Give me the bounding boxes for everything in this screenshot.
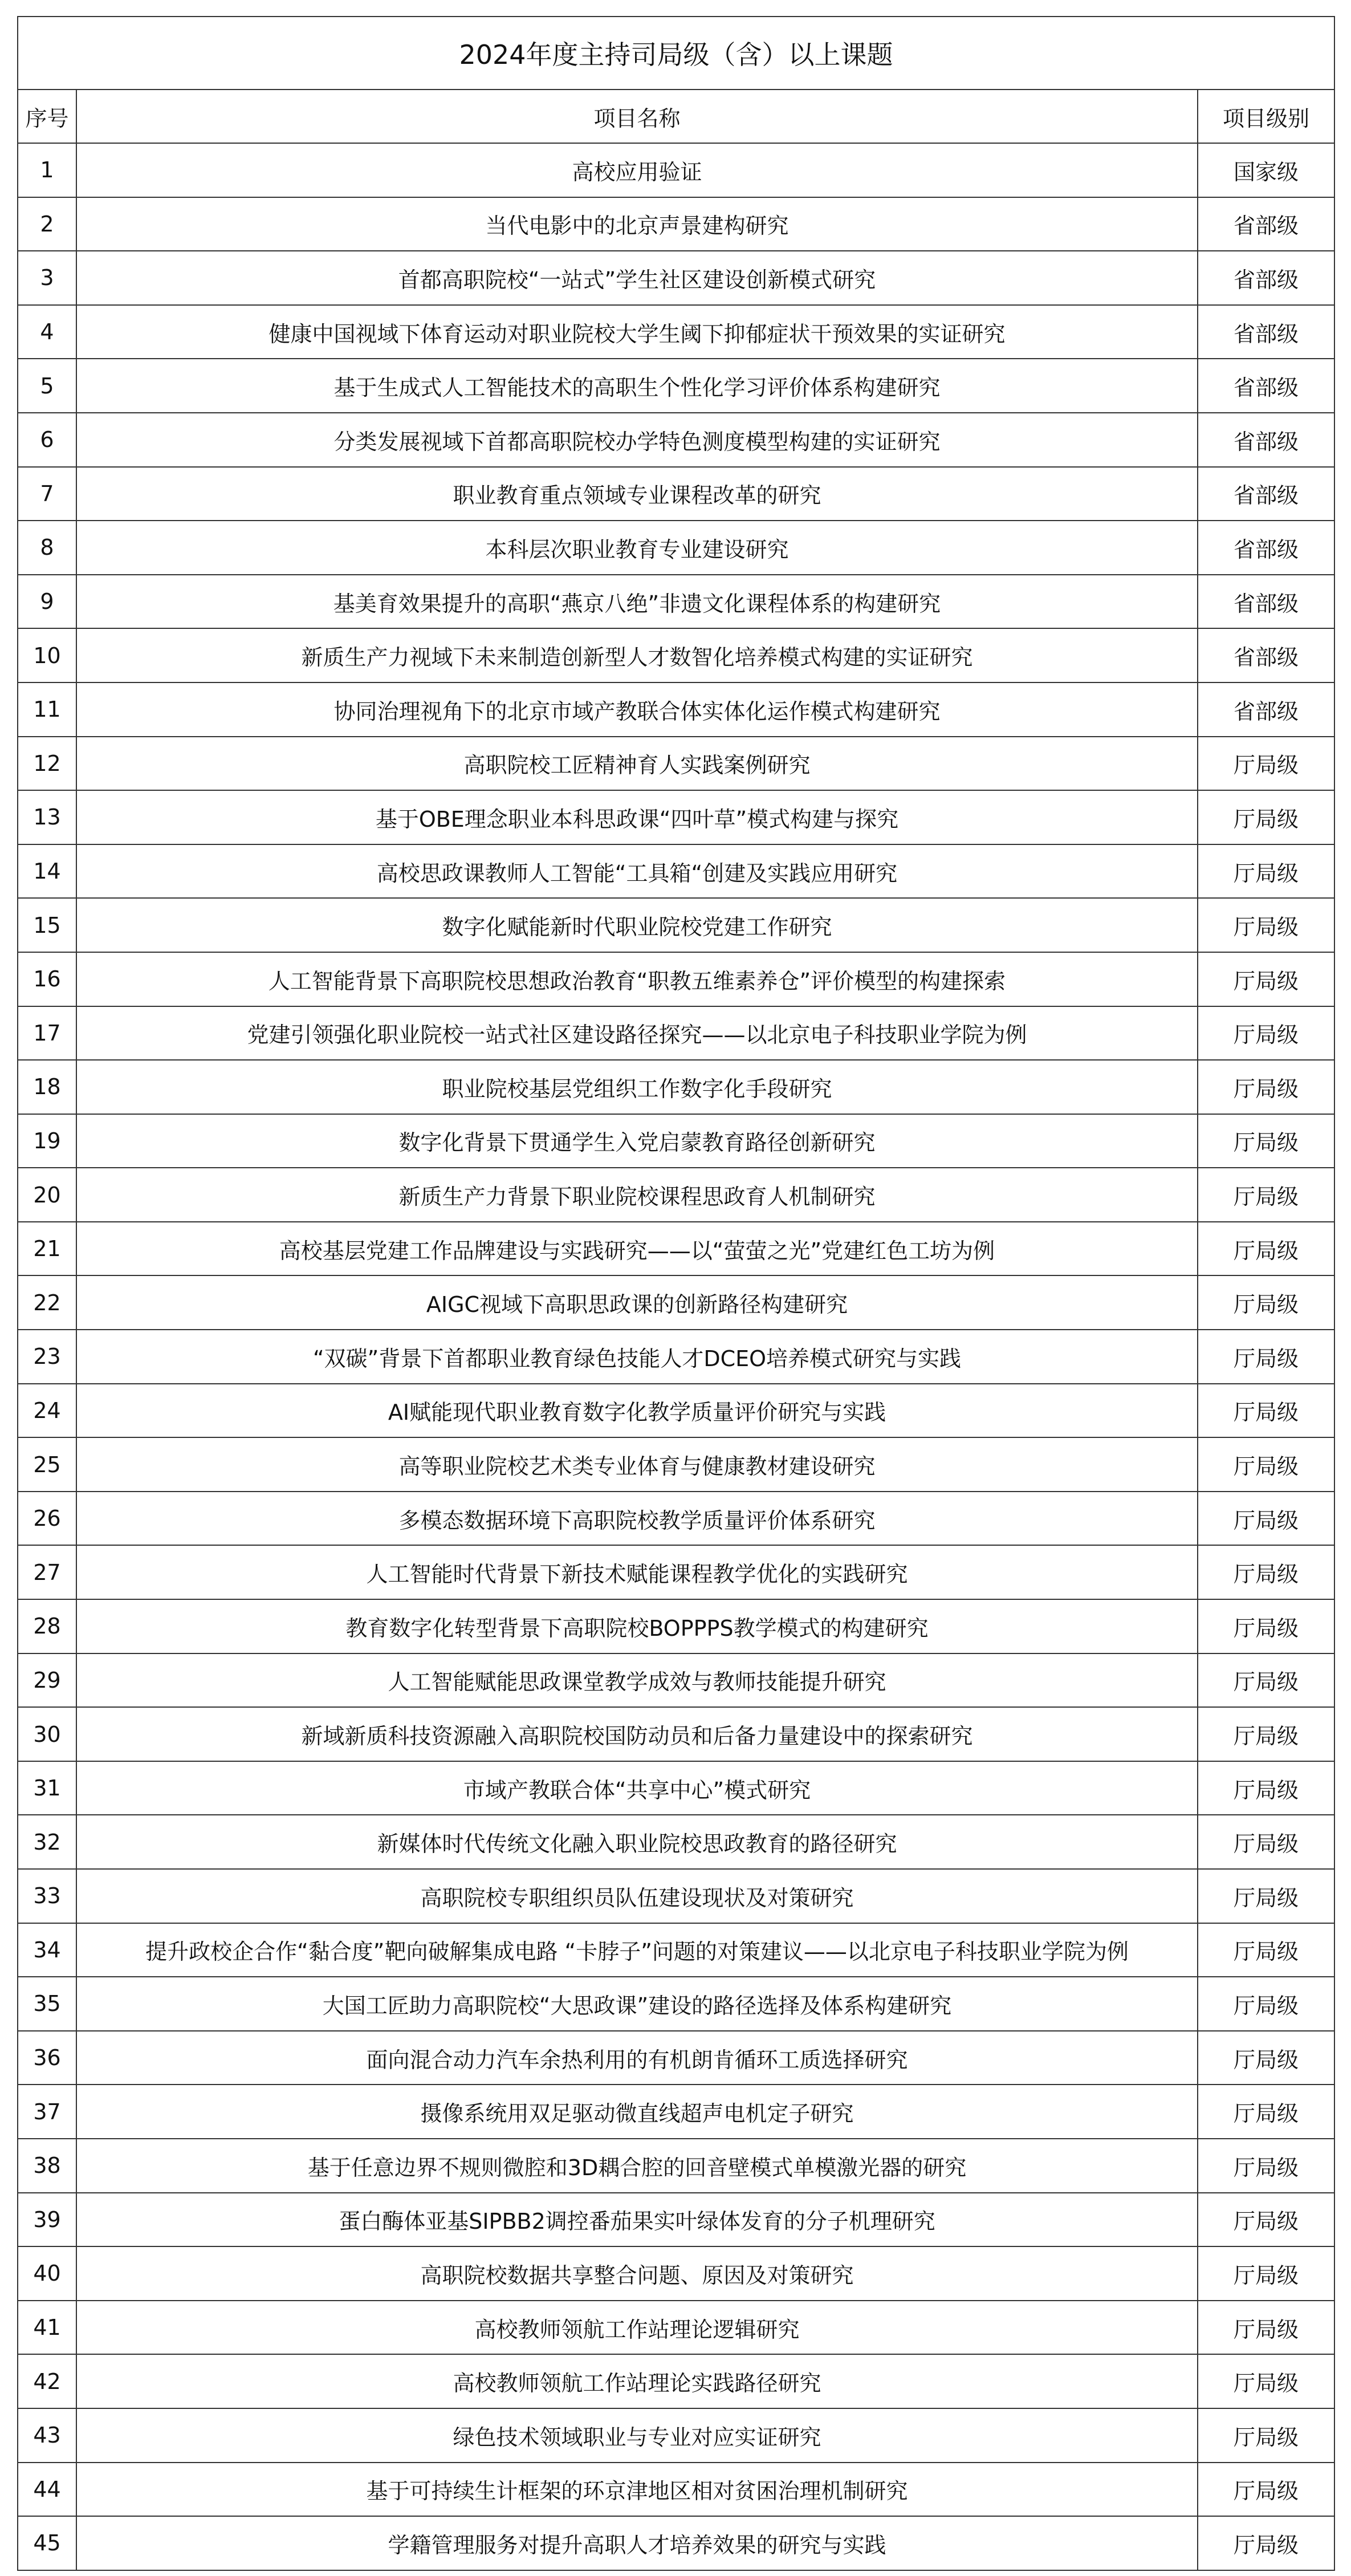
project-level: 省部级 (1198, 359, 1334, 413)
project-level: 省部级 (1198, 251, 1334, 305)
project-name: 基于OBE理念职业本科思政课“四叶草”模式构建与探究 (76, 790, 1198, 844)
row-number: 21 (18, 1222, 76, 1276)
table-row (18, 2246, 1334, 2301)
table-row (18, 1599, 1334, 1653)
row-number: 43 (18, 2408, 76, 2463)
header-level: 项目级别 (1198, 90, 1334, 143)
row-number: 13 (18, 790, 76, 844)
project-level: 厅局级 (1198, 1060, 1334, 1114)
row-number: 9 (18, 575, 76, 629)
project-name: AIGC视域下高职思政课的创新路径构建研究 (76, 1275, 1198, 1330)
table-row (18, 1275, 1334, 1330)
row-number: 40 (18, 2246, 76, 2301)
project-level: 厅局级 (1198, 844, 1334, 899)
table-row (18, 1923, 1334, 1977)
table-row (18, 1384, 1334, 1438)
table-row (18, 790, 1334, 844)
table-row (18, 1060, 1334, 1114)
table-row (18, 898, 1334, 952)
project-name: 基于生成式人工智能技术的高职生个性化学习评价体系构建研究 (76, 359, 1198, 413)
row-number: 45 (18, 2516, 76, 2570)
row-number: 17 (18, 1006, 76, 1061)
row-number: 12 (18, 737, 76, 791)
project-name: 本科层次职业教育专业建设研究 (76, 521, 1198, 575)
project-name: 基美育效果提升的高职“燕京八绝”非遗文化课程体系的构建研究 (76, 575, 1198, 629)
project-name: 新质生产力背景下职业院校课程思政育人机制研究 (76, 1168, 1198, 1222)
project-level: 厅局级 (1198, 2516, 1334, 2570)
header-name: 项目名称 (76, 90, 1198, 143)
row-number: 37 (18, 2085, 76, 2139)
project-level: 厅局级 (1198, 2193, 1334, 2247)
row-number: 32 (18, 1815, 76, 1869)
header-no: 序号 (18, 90, 76, 143)
project-level: 厅局级 (1198, 2031, 1334, 2085)
project-level: 厅局级 (1198, 1545, 1334, 1599)
table-row (18, 467, 1334, 521)
row-number: 41 (18, 2301, 76, 2355)
project-name: 蛋白酶体亚基SIPBB2调控番茄果实叶绿体发育的分子机理研究 (76, 2193, 1198, 2247)
project-level: 省部级 (1198, 682, 1334, 737)
project-name: 多模态数据环境下高职院校教学质量评价体系研究 (76, 1492, 1198, 1546)
row-number: 33 (18, 1869, 76, 1923)
project-level: 厅局级 (1198, 2354, 1334, 2408)
project-level: 厅局级 (1198, 1006, 1334, 1061)
project-level: 厅局级 (1198, 1707, 1334, 1761)
table-row (18, 1761, 1334, 1815)
project-level: 厅局级 (1198, 2408, 1334, 2463)
project-table-sheet (17, 16, 1334, 2571)
row-number: 24 (18, 1384, 76, 1438)
row-number: 38 (18, 2139, 76, 2193)
project-name: 数字化赋能新时代职业院校党建工作研究 (76, 898, 1198, 952)
project-level: 厅局级 (1198, 1437, 1334, 1492)
project-level: 省部级 (1198, 197, 1334, 251)
project-name: 党建引领强化职业院校一站式社区建设路径探究——以北京电子科技职业学院为例 (76, 1006, 1198, 1061)
table-row (18, 682, 1334, 737)
table-header-row (18, 90, 1334, 143)
row-number: 11 (18, 682, 76, 737)
project-name: 健康中国视域下体育运动对职业院校大学生阈下抑郁症状干预效果的实证研究 (76, 305, 1198, 359)
project-level: 厅局级 (1198, 1384, 1334, 1438)
row-number: 7 (18, 467, 76, 521)
table-row (18, 1168, 1334, 1222)
project-name: AI赋能现代职业教育数字化教学质量评价研究与实践 (76, 1384, 1198, 1438)
project-name: 大国工匠助力高职院校“大思政课”建设的路径选择及体系构建研究 (76, 1977, 1198, 2031)
project-name: 高职院校专职组织员队伍建设现状及对策研究 (76, 1869, 1198, 1923)
project-level: 厅局级 (1198, 1222, 1334, 1276)
project-name: 高校思政课教师人工智能“工具箱“创建及实践应用研究 (76, 844, 1198, 899)
project-level: 厅局级 (1198, 1599, 1334, 1653)
project-table (17, 16, 1335, 2571)
project-level: 厅局级 (1198, 1168, 1334, 1222)
row-number: 6 (18, 413, 76, 467)
project-name: 新媒体时代传统文化融入职业院校思政教育的路径研究 (76, 1815, 1198, 1869)
row-number: 4 (18, 305, 76, 359)
project-level: 厅局级 (1198, 1869, 1334, 1923)
project-level: 厅局级 (1198, 898, 1334, 952)
project-name: 教育数字化转型背景下高职院校BOPPPS教学模式的构建研究 (76, 1599, 1198, 1653)
project-level: 省部级 (1198, 628, 1334, 682)
row-number: 30 (18, 1707, 76, 1761)
table-row (18, 1977, 1334, 2031)
table-row (18, 2193, 1334, 2247)
project-level: 厅局级 (1198, 1492, 1334, 1546)
project-name: 高等职业院校艺术类专业体育与健康教材建设研究 (76, 1437, 1198, 1492)
row-number: 34 (18, 1923, 76, 1977)
table-row (18, 359, 1334, 413)
project-level: 省部级 (1198, 575, 1334, 629)
row-number: 39 (18, 2193, 76, 2247)
row-number: 10 (18, 628, 76, 682)
project-name: 高职院校数据共享整合问题、原因及对策研究 (76, 2246, 1198, 2301)
table-row (18, 844, 1334, 899)
row-number: 29 (18, 1653, 76, 1708)
row-number: 3 (18, 251, 76, 305)
project-name: 人工智能时代背景下新技术赋能课程教学优化的实践研究 (76, 1545, 1198, 1599)
project-name: “双碳”背景下首都职业教育绿色技能人才DCEO培养模式研究与实践 (76, 1330, 1198, 1384)
table-row (18, 1869, 1334, 1923)
table-row (18, 413, 1334, 467)
table-row (18, 2516, 1334, 2570)
table-row (18, 2354, 1334, 2408)
project-level: 国家级 (1198, 143, 1334, 197)
project-name: 高职院校工匠精神育人实践案例研究 (76, 737, 1198, 791)
row-number: 20 (18, 1168, 76, 1222)
project-level: 厅局级 (1198, 1114, 1334, 1168)
table-row (18, 1222, 1334, 1276)
project-level: 省部级 (1198, 467, 1334, 521)
row-number: 27 (18, 1545, 76, 1599)
row-number: 36 (18, 2031, 76, 2085)
project-name: 人工智能背景下高职院校思想政治教育“职教五维素养仓”评价模型的构建探索 (76, 952, 1198, 1006)
row-number: 23 (18, 1330, 76, 1384)
project-name: 高校教师领航工作站理论实践路径研究 (76, 2354, 1198, 2408)
table-row (18, 2085, 1334, 2139)
table-row (18, 1437, 1334, 1492)
table-row (18, 2139, 1334, 2193)
project-level: 厅局级 (1198, 790, 1334, 844)
project-name: 基于任意边界不规则微腔和3D耦合腔的回音壁模式单模激光器的研究 (76, 2139, 1198, 2193)
table-row (18, 1653, 1334, 1708)
project-name: 市域产教联合体“共享中心”模式研究 (76, 1761, 1198, 1815)
project-name: 职业院校基层党组织工作数字化手段研究 (76, 1060, 1198, 1114)
row-number: 19 (18, 1114, 76, 1168)
table-row (18, 305, 1334, 359)
table-row (18, 575, 1334, 629)
project-name: 高校应用验证 (76, 143, 1198, 197)
row-number: 14 (18, 844, 76, 899)
table-row (18, 251, 1334, 305)
project-level: 厅局级 (1198, 1653, 1334, 1708)
table-row (18, 1006, 1334, 1061)
project-name: 首都高职院校“一站式”学生社区建设创新模式研究 (76, 251, 1198, 305)
project-level: 厅局级 (1198, 2085, 1334, 2139)
table-row (18, 628, 1334, 682)
project-name: 人工智能赋能思政课堂教学成效与教师技能提升研究 (76, 1653, 1198, 1708)
project-name: 基于可持续生计框架的环京津地区相对贫困治理机制研究 (76, 2463, 1198, 2517)
row-number: 8 (18, 521, 76, 575)
table-row (18, 1330, 1334, 1384)
project-level: 厅局级 (1198, 2139, 1334, 2193)
row-number: 1 (18, 143, 76, 197)
row-number: 31 (18, 1761, 76, 1815)
project-level: 省部级 (1198, 413, 1334, 467)
project-name: 绿色技术领域职业与专业对应实证研究 (76, 2408, 1198, 2463)
project-level: 厅局级 (1198, 2463, 1334, 2517)
table-row (18, 1707, 1334, 1761)
table-row (18, 1492, 1334, 1546)
row-number: 25 (18, 1437, 76, 1492)
project-level: 省部级 (1198, 521, 1334, 575)
project-name: 高校基层党建工作品牌建设与实践研究——以“萤萤之光”党建红色工坊为例 (76, 1222, 1198, 1276)
row-number: 5 (18, 359, 76, 413)
project-level: 厅局级 (1198, 1977, 1334, 2031)
project-level: 厅局级 (1198, 1275, 1334, 1330)
project-level: 厅局级 (1198, 737, 1334, 791)
row-number: 22 (18, 1275, 76, 1330)
row-number: 35 (18, 1977, 76, 2031)
table-row (18, 2301, 1334, 2355)
project-level: 厅局级 (1198, 952, 1334, 1006)
project-level: 厅局级 (1198, 2246, 1334, 2301)
row-number: 42 (18, 2354, 76, 2408)
row-number: 16 (18, 952, 76, 1006)
table-row (18, 1114, 1334, 1168)
project-name: 摄像系统用双足驱动微直线超声电机定子研究 (76, 2085, 1198, 2139)
project-name: 数字化背景下贯通学生入党启蒙教育路径创新研究 (76, 1114, 1198, 1168)
project-name: 协同治理视角下的北京市域产教联合体实体化运作模式构建研究 (76, 682, 1198, 737)
project-name: 分类发展视域下首都高职院校办学特色测度模型构建的实证研究 (76, 413, 1198, 467)
project-level: 厅局级 (1198, 1330, 1334, 1384)
project-level: 厅局级 (1198, 1815, 1334, 1869)
table-row (18, 737, 1334, 791)
table-row (18, 2031, 1334, 2085)
row-number: 28 (18, 1599, 76, 1653)
table-row (18, 1545, 1334, 1599)
table-row (18, 2463, 1334, 2517)
table-row (18, 2408, 1334, 2463)
row-number: 26 (18, 1492, 76, 1546)
project-name: 新质生产力视域下未来制造创新型人才数智化培养模式构建的实证研究 (76, 628, 1198, 682)
project-name: 当代电影中的北京声景建构研究 (76, 197, 1198, 251)
project-level: 厅局级 (1198, 1923, 1334, 1977)
table-row (18, 143, 1334, 197)
row-number: 2 (18, 197, 76, 251)
project-name: 提升政校企合作“黏合度”靶向破解集成电路 “卡脖子”问题的对策建议——以北京电子科技职业学院为例 (76, 1923, 1198, 1977)
project-name: 面向混合动力汽车余热利用的有机朗肯循环工质选择研究 (76, 2031, 1198, 2085)
project-name: 学籍管理服务对提升高职人才培养效果的研究与实践 (76, 2516, 1198, 2570)
table-row (18, 521, 1334, 575)
project-level: 厅局级 (1198, 1761, 1334, 1815)
project-name: 新域新质科技资源融入高职院校国防动员和后备力量建设中的探索研究 (76, 1707, 1198, 1761)
project-name: 高校教师领航工作站理论逻辑研究 (76, 2301, 1198, 2355)
project-name: 职业教育重点领域专业课程改革的研究 (76, 467, 1198, 521)
table-row (18, 1815, 1334, 1869)
row-number: 44 (18, 2463, 76, 2517)
row-number: 15 (18, 898, 76, 952)
row-number: 18 (18, 1060, 76, 1114)
table-row (18, 197, 1334, 251)
project-level: 厅局级 (1198, 2301, 1334, 2355)
table-title-row (18, 17, 1334, 90)
table-row (18, 952, 1334, 1006)
project-level: 省部级 (1198, 305, 1334, 359)
table-title: 2024年度主持司局级（含）以上课题 (18, 17, 1334, 90)
